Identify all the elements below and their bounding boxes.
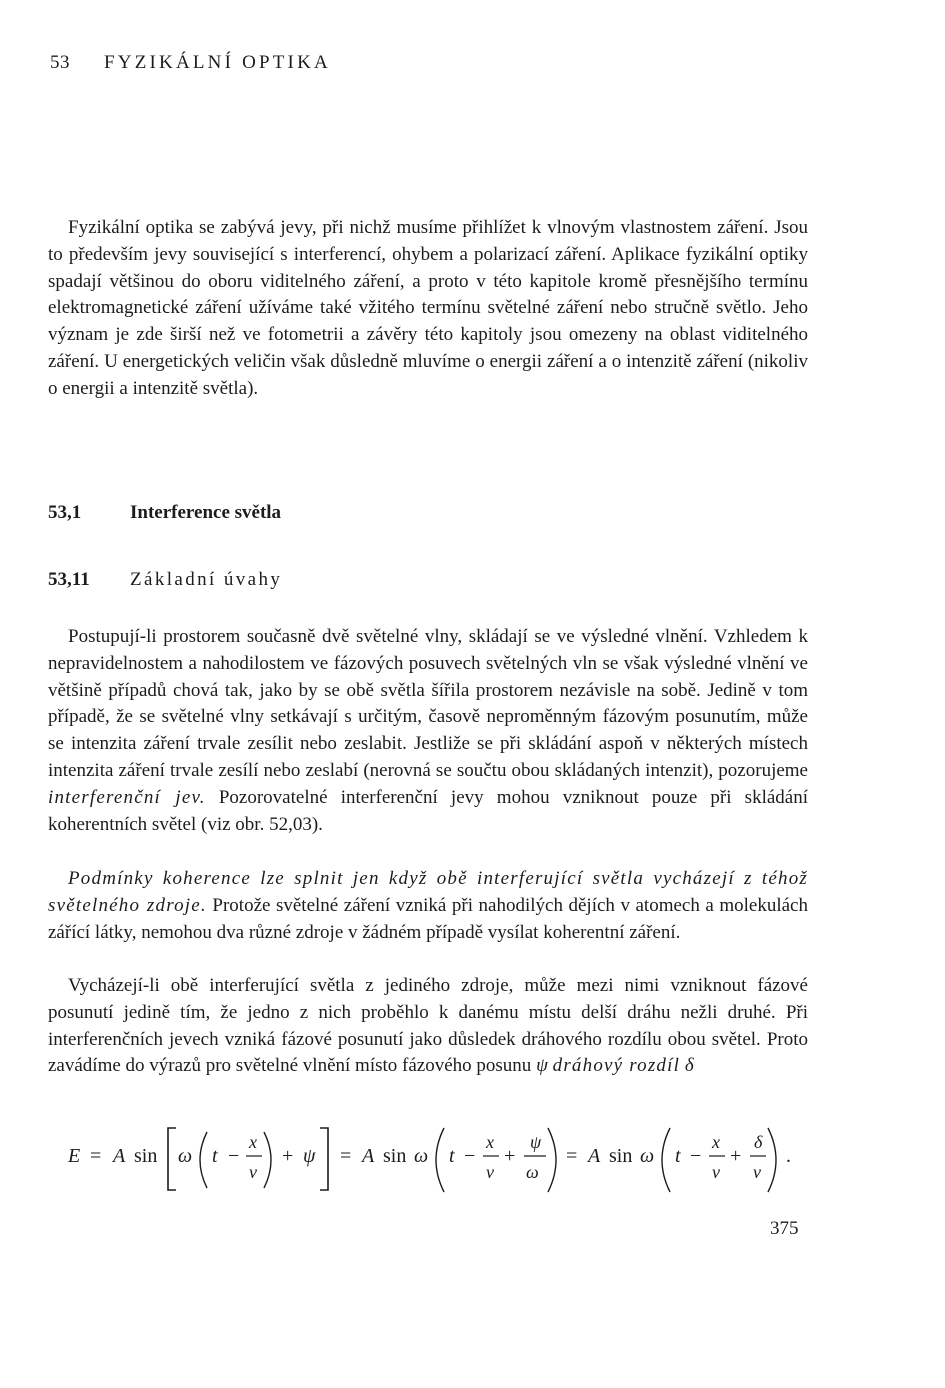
- plus-sign: +: [730, 1145, 742, 1167]
- paragraph-text: Protože světelné záření vzniká při nahodilých dějích v atomech a molekulách zářící látky, nemohou dva různé zdroje v žádném případě vysílat koherentní záření.: [48, 894, 808, 943]
- symbol-E: E: [68, 1145, 81, 1167]
- paragraph-text: Vycházejí-li obě interferující světla z jediného zdroje, může mezi nimi vzniknout fázové posunutí jedině tím, že jedno z nich proběhlo k danému místu delší dráhu nežli druhé. Při interferenčních jevech vzniká fázové posunutí jako důsledek dráhového rozdílu obou světel. Proto zavádíme do výrazů pro světelné vlnění místo fázového posunu: [48, 975, 808, 1077]
- sin-function: sin: [134, 1145, 158, 1167]
- right-bracket: [320, 1128, 328, 1190]
- denominator-v: v: [753, 1162, 761, 1182]
- wave-equation: [0, 1120, 945, 1200]
- paragraph-text: Postupují-li prostorem současně dvě světelné vlny, skládají se ve výsledné vlnění. Vzhledem k nepravidelnostem a nahodilostem ve fázových posuvech světelných vln se však výsledné vlnění ve většině případů chová tak, jako by se obě světla šířila prostorem nezávisle na sobě. Jedině v tom případě, že se světelné vlny setkávají s určitým, časově neproměnným fázovým posunutím, může se intenzita záření trvale zesílit nebo zeslabit. Jestliže se při skládání aspoň v některých místech intenzita záření trvale zesílí nebo zeslabí (nerovná se součtu obou skládaných intenzit), pozorujeme: [48, 626, 808, 781]
- left-paren: [662, 1128, 670, 1192]
- body-paragraph-1: [48, 624, 808, 838]
- italic-statement: Podmínky koherence lze splnit jen když obě interferující světla vycházejí z téhož světelného zdroje.: [48, 868, 808, 916]
- intro-paragraph: Fyzikální optika se zabývá jevy, při nichž musíme přihlížet k vlnovým vlastnostem záření. Jsou to především jevy související s interferencí, ohybem a polarizací záření. Aplikace fyzikální optiky spadají většinou do oboru viditelného záření, a proto v této kapitole kromě přesnějšího termínu elektromagnetické záření užíváme také vžitého termínu světelné záření nebo stručně světlo. Jeho význam je zde širší než ve fotometrii a závěry této kapitoly jsou omezeny na oblast viditelného záření. U energetických veličin však důsledně mluvíme o energii záření a o intenzitě záření (nikoliv o energii a intenzitě světla).: [48, 217, 808, 399]
- minus-sign: −: [228, 1145, 240, 1167]
- sin-function: sin: [383, 1145, 407, 1167]
- denominator-v: v: [712, 1162, 720, 1182]
- section-heading: [48, 502, 281, 524]
- equals-sign: =: [340, 1145, 352, 1167]
- paragraph-text: Pozorovatelné interferenční jevy mohou vzniknout pouze při skládání koherentních světel (viz obr. 52,03).: [48, 786, 808, 835]
- symbol-A: A: [113, 1145, 126, 1167]
- subsection-title: Základní úvahy: [130, 569, 283, 590]
- plus-sign: +: [504, 1145, 516, 1167]
- numerator-delta: δ: [754, 1132, 763, 1152]
- symbol-omega: ω: [640, 1145, 655, 1167]
- symbol-A: A: [588, 1145, 601, 1167]
- running-header: [50, 52, 331, 74]
- symbol-t: t: [212, 1145, 218, 1167]
- emphasized-term: dráhový rozdíl: [552, 1055, 681, 1077]
- symbol-omega: ω: [414, 1145, 429, 1167]
- numerator-x: x: [249, 1132, 257, 1152]
- numerator-x: x: [486, 1132, 494, 1152]
- chapter-title: FYZIKÁLNÍ OPTIKA: [104, 52, 331, 73]
- left-bracket: [168, 1128, 176, 1190]
- section-title: Interference světla: [130, 502, 282, 523]
- page-number: 375: [770, 1218, 799, 1239]
- numerator-psi: ψ: [530, 1132, 542, 1152]
- symbol-psi: ψ: [303, 1145, 316, 1167]
- subsection-number: 53,11: [48, 569, 90, 590]
- right-paren: [768, 1128, 776, 1192]
- symbol-t: t: [449, 1145, 455, 1167]
- body-paragraph-2: [48, 866, 808, 946]
- left-paren: [200, 1132, 207, 1188]
- subsection-heading: [48, 569, 282, 591]
- numerator-x: x: [712, 1132, 720, 1152]
- denominator-v: v: [249, 1162, 257, 1182]
- symbol-omega: ω: [178, 1145, 193, 1167]
- body-paragraph-3: [48, 973, 808, 1080]
- symbol-psi: ψ: [536, 1055, 548, 1077]
- denominator-omega: ω: [526, 1162, 539, 1182]
- minus-sign: −: [690, 1145, 702, 1167]
- plus-sign: +: [282, 1145, 294, 1167]
- equals-sign: =: [90, 1145, 102, 1167]
- left-paren: [436, 1128, 444, 1192]
- equals-sign: =: [566, 1145, 578, 1167]
- emphasized-term: interferenční jev.: [48, 786, 206, 808]
- minus-sign: −: [464, 1145, 476, 1167]
- symbol-A: A: [362, 1145, 375, 1167]
- denominator-v: v: [486, 1162, 494, 1182]
- right-paren: [264, 1132, 271, 1188]
- symbol-t: t: [675, 1145, 681, 1167]
- section-number: 53,1: [48, 502, 82, 523]
- symbol-delta: δ: [684, 1055, 694, 1077]
- period: .: [786, 1145, 791, 1167]
- sin-function: sin: [609, 1145, 633, 1167]
- right-paren: [548, 1128, 556, 1192]
- chapter-number: 53: [50, 52, 70, 73]
